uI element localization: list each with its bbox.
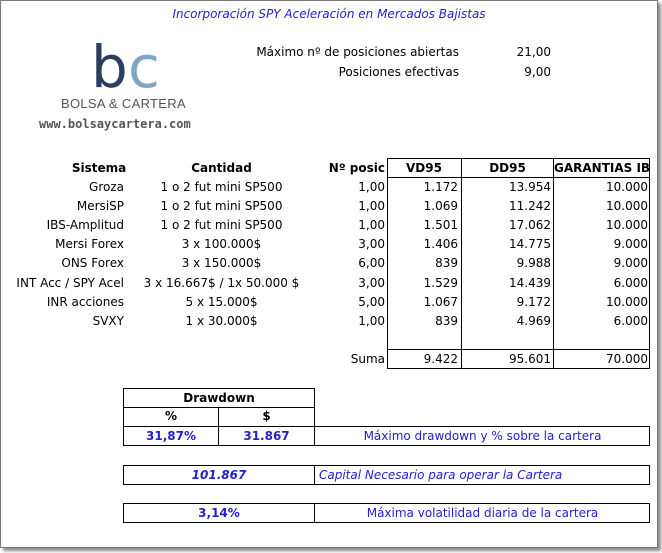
row-garantias: 10.000 <box>606 295 648 309</box>
row-cantidad: 1 x 30.000$ <box>185 314 258 328</box>
row-garantias: 6.000 <box>613 314 648 328</box>
max-positions-label: Máximo nº de posiciones abiertas <box>256 45 459 59</box>
drawdown-pct-value: 31,87% <box>146 429 196 443</box>
drawdown-description: Máximo drawdown y % sobre la cartera <box>363 429 602 443</box>
drawdown-header: Drawdown <box>183 391 255 405</box>
row-dd95: 17.062 <box>509 218 551 232</box>
row-vd95: 1.067 <box>423 295 458 309</box>
row-dd95: 14.439 <box>509 276 551 290</box>
logo-name: BOLSA & CARTERA <box>61 96 186 111</box>
sheet-title: Incorporación SPY Aceleración en Mercados Bajistas <box>172 7 486 21</box>
row-posic: 1,00 <box>358 180 385 194</box>
row-sistema: SVXY <box>92 314 124 328</box>
row-sistema: INR acciones <box>46 295 124 309</box>
bc-logo-mark <box>56 37 226 97</box>
row-vd95: 1.529 <box>423 276 458 290</box>
row-posic: 1,00 <box>358 199 385 213</box>
suma-vd95: 9.422 <box>423 352 458 366</box>
row-garantias: 10.000 <box>606 180 648 194</box>
effective-positions-value: 9,00 <box>524 65 551 79</box>
row-dd95: 9.172 <box>516 295 551 309</box>
drawdown-usd-label: $ <box>262 409 271 423</box>
header-dd95: DD95 <box>489 161 526 175</box>
row-cantidad: 3 x 16.667$ / 1x 50.000 $ <box>143 276 300 290</box>
drawdown-usd-value: 31.867 <box>243 429 290 443</box>
row-dd95: 13.954 <box>509 180 551 194</box>
row-cantidad: 1 o 2 fut mini SP500 <box>160 199 283 213</box>
row-dd95: 11.242 <box>509 199 551 213</box>
row-cantidad: 1 o 2 fut mini SP500 <box>160 218 283 232</box>
row-vd95: 1.501 <box>423 218 458 232</box>
row-vd95: 839 <box>435 256 458 270</box>
row-cantidad: 3 x 150.000$ <box>181 256 262 270</box>
row-sistema: Mersi Forex <box>55 237 124 251</box>
row-vd95: 1.172 <box>423 180 458 194</box>
row-vd95: 1.069 <box>423 199 458 213</box>
header-garantias: GARANTIAS IB <box>554 161 651 175</box>
capital-value: 101.867 <box>191 468 247 482</box>
row-posic: 1,00 <box>358 314 385 328</box>
row-posic: 1,00 <box>358 218 385 232</box>
row-garantias: 9.000 <box>613 237 648 251</box>
row-garantias: 9.000 <box>613 256 648 270</box>
row-sistema: Groza <box>89 180 124 194</box>
row-vd95: 1.406 <box>423 237 458 251</box>
row-cantidad: 1 o 2 fut mini SP500 <box>160 180 283 194</box>
row-posic: 5,00 <box>358 295 385 309</box>
row-dd95: 14.775 <box>509 237 551 251</box>
header-vd95: VD95 <box>406 161 442 175</box>
svg-text:b: b <box>91 37 128 97</box>
suma-dd95: 95.601 <box>509 352 551 366</box>
row-dd95: 4.969 <box>516 314 551 328</box>
row-sistema: MersiSP <box>76 199 124 213</box>
header-posic: Nº posic <box>328 161 385 175</box>
row-vd95: 839 <box>435 314 458 328</box>
volatility-value: 3,14% <box>198 506 240 520</box>
svg-text:c: c <box>128 37 160 97</box>
suma-garantias: 70.000 <box>606 352 648 366</box>
website-link[interactable]: www.bolsaycartera.com <box>39 117 191 131</box>
suma-label: Suma <box>350 352 385 366</box>
max-positions-value: 21,00 <box>516 45 551 59</box>
header-sistema: Sistema <box>71 161 127 175</box>
volatility-description: Máxima volatilidad diaria de la cartera <box>366 506 599 520</box>
effective-positions-label: Posiciones efectivas <box>338 65 459 79</box>
row-garantias: 10.000 <box>606 199 648 213</box>
row-posic: 6,00 <box>358 256 385 270</box>
row-garantias: 10.000 <box>606 218 648 232</box>
capital-description: Capital Necesario para operar la Cartera <box>319 468 563 482</box>
drawdown-pct-label: % <box>164 409 178 423</box>
row-dd95: 9.988 <box>516 256 551 270</box>
row-cantidad: 5 x 15.000$ <box>185 295 258 309</box>
row-cantidad: 3 x 100.000$ <box>181 237 262 251</box>
row-sistema: INT Acc / SPY Acel <box>16 276 124 290</box>
row-posic: 3,00 <box>358 276 385 290</box>
row-garantias: 6.000 <box>613 276 648 290</box>
header-cantidad: Cantidad <box>191 161 252 175</box>
row-sistema: ONS Forex <box>61 256 124 270</box>
row-sistema: IBS-Amplitud <box>46 218 124 232</box>
row-posic: 3,00 <box>358 237 385 251</box>
